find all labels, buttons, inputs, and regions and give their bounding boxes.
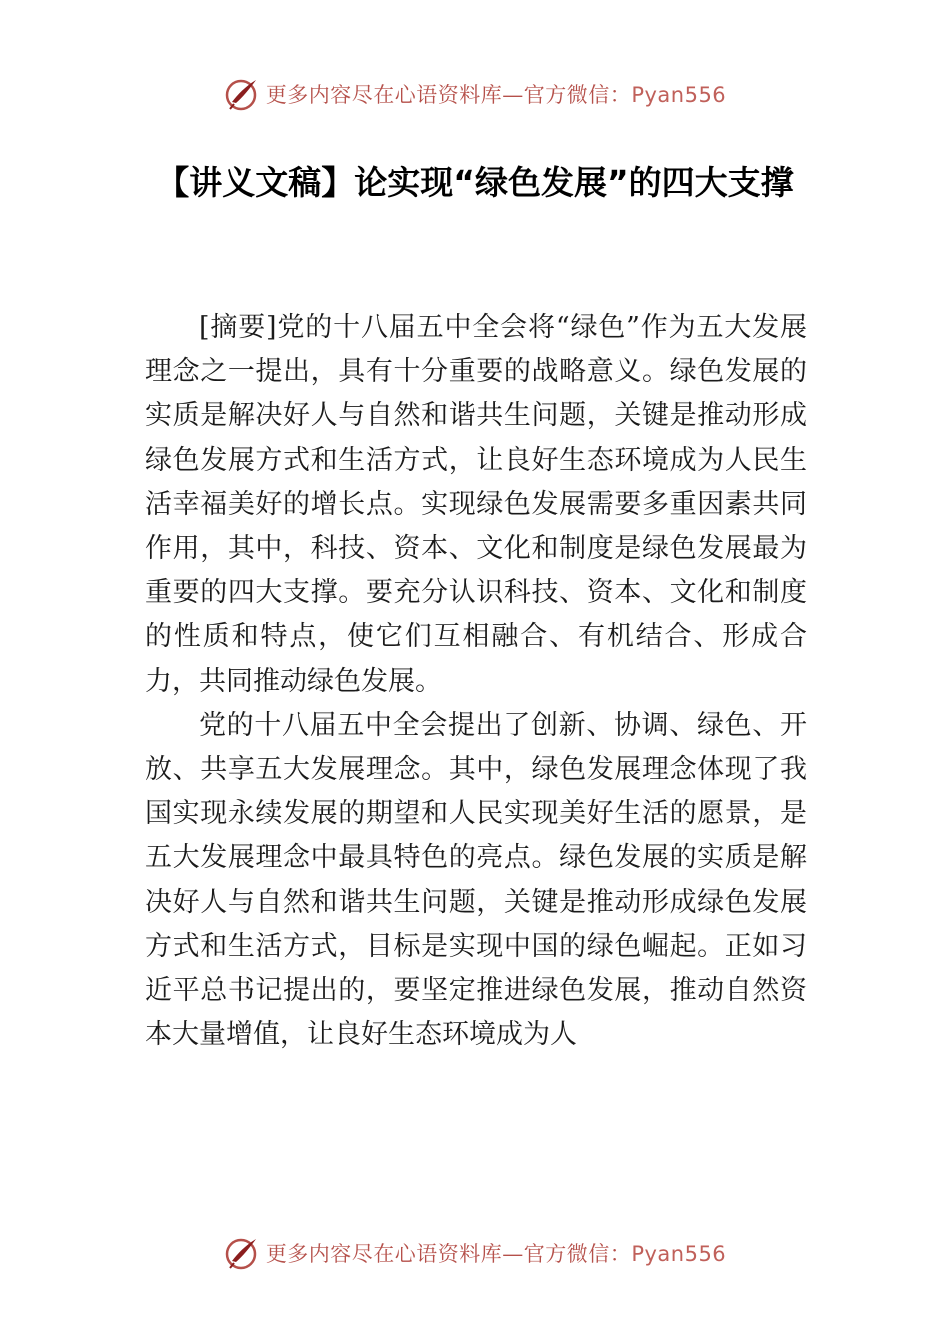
footer-banner — [0, 1233, 950, 1273]
banner-text: 更多内容尽在心语资料库—官方微信：Pyan556 — [265, 1242, 727, 1266]
document-title: 【讲义文稿】论实现“绿色发展”的四大支撑 — [156, 163, 794, 202]
document-body — [145, 306, 807, 1057]
wechat-id: Pyan556 — [631, 1242, 727, 1266]
paragraph-body: 党的十八届五中全会提出了创新、协调、绿色、开放、共享五大发展理念。其中，绿色发展理念体现了我国实现永续发展的期望和人民实现美好生活的愿景，是五大发展理念中最具特色的亮点。绿色发展的实质是解决好人与自然和谐共生问题，关键是推动形成绿色发展方式和生活方式，目标是实现中国的绿色崛起。正如习近平总书记提出的，要坚定推进绿色发展，推动自然资本大量增值，让良好生态环境成为人 — [145, 709, 807, 1051]
header-banner — [0, 74, 950, 114]
paragraph-abstract: [摘要]党的十八届五中全会将“绿色”作为五大发展理念之一提出，具有十分重要的战略意义。绿色发展的实质是解决好人与自然和谐共生问题，关键是推动形成绿色发展方式和生活方式，让良好生态环境成为人民生活幸福美好的增长点。实现绿色发展需要多重因素共同作用，其中，科技、资本、文化和制度是绿色发展最为重要的四大支撑。要充分认识科技、资本、文化和制度的性质和特点，使它们互相融合、有机结合、形成合力，共同推动绿色发展。 — [145, 312, 807, 697]
quill-logo-icon — [224, 76, 260, 112]
wechat-id: Pyan556 — [631, 83, 727, 107]
quill-logo-icon — [224, 1235, 260, 1271]
banner-text: 更多内容尽在心语资料库—官方微信：Pyan556 — [265, 83, 727, 107]
